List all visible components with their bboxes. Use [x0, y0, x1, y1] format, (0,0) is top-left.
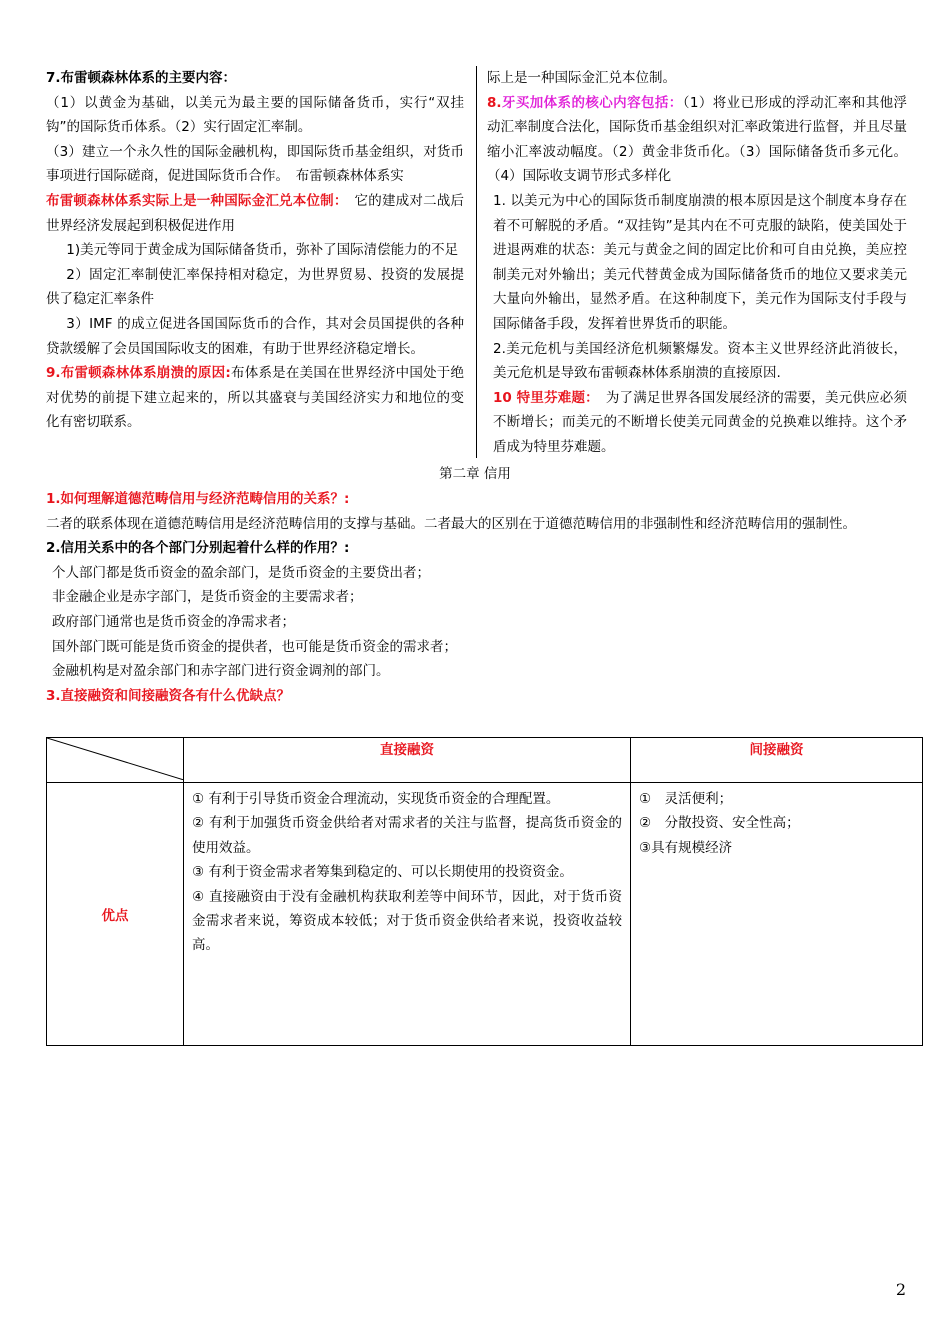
q7-paragraph-1: （1）以黄金为基础，以美元为最主要的国际储备货币，实行“双挂钩”的国际货币体系。（2）实行固定汇率制。: [46, 94, 464, 136]
direct-advantage-item: ② 有利于加强货币资金供给者对需求者的关注与监督，提高货币资金的使用效益。: [192, 815, 622, 856]
ch2-a2-item: 国外部门既可能是货币资金的提供者，也可能是货币资金的需求者；: [52, 638, 457, 655]
column-divider: [476, 66, 477, 458]
direct-advantage-item: ③ 有利于资金需求者筹集到稳定的、可以长期使用的投资资金。: [192, 864, 573, 881]
right-column: [487, 66, 907, 460]
direct-advantage-item: ① 有利于引导货币资金合理流动，实现货币资金的合理配置。: [192, 791, 560, 807]
indirect-advantage-item: ③具有规模经济: [639, 839, 733, 856]
point-1: 1)美元等同于黄金成为国际储备货币，弥补了国际清偿能力的不足: [66, 242, 459, 259]
table-row-advantages: [47, 783, 923, 1046]
q7-title: 7.布雷顿森林体系的主要内容：: [46, 70, 237, 86]
q8-text: （1）将业已形成的浮动汇率和其他浮动汇率制度合法化，国际货币基金组织对汇率政策进行监督，并且尽量缩小汇率波动幅度。（2）黄金非货币化。（3）国际储备货币多元化。（4）国际收支调节形式多样化: [487, 94, 908, 185]
ch2-a2-item: 政府部门通常也是货币资金的净需求者；: [52, 613, 295, 630]
q8-heading: 牙买加体系的核心内容包括：: [501, 94, 683, 111]
q9-paragraph: [46, 361, 464, 435]
essence-heading: 布雷顿森林体系实际上是一种国际金汇兑本位制：: [46, 192, 341, 209]
point-3: 3）IMF 的成立促进各国国际货币的合作，其对会员国提供的各种贷款缓解了会员国国际收支的困难，有助于世界经济稳定增长。: [46, 315, 464, 357]
point-2: 2）固定汇率制使汇率保持相对稳定，为世界贸易、投资的发展提供了稳定汇率条件: [46, 266, 464, 308]
diagonal-line: [47, 738, 184, 780]
direct-advantage-item: ④ 直接融资由于没有金融机构获取利差等中间环节，因此，对于货币资金需求者来说，筹资成本较低；对于货币资金供给者来说，投资收益较高。: [192, 888, 622, 954]
ch2-a2-item: 非金融企业是赤字部门，是货币资金的主要需求者；: [52, 589, 363, 606]
direct-advantages-cell: [184, 783, 631, 1046]
ch2-q2: 2.信用关系中的各个部门分别起着什么样的作用？:: [46, 540, 350, 557]
ch2-a2-item: 个人部门都是货币资金的盈余部门，是货币资金的主要贷出者；: [52, 564, 430, 581]
indirect-advantage-item: ① 灵活便利；: [639, 791, 733, 807]
ch2-q1: 1.如何理解道德范畴信用与经济范畴信用的关系？:: [46, 491, 350, 507]
q8-paragraph: [487, 91, 907, 189]
indirect-advantage-item: ② 分散投资、安全性高；: [639, 815, 800, 832]
chapter-2-section: [46, 487, 916, 708]
q10-heading: 10 特里芬难题：: [493, 389, 593, 406]
left-column: [46, 66, 464, 435]
q10-paragraph: [487, 386, 907, 460]
chapter-title: 第二章 信用: [439, 466, 511, 482]
q8-number: 8.: [487, 94, 502, 111]
reason-1: 1. 以美元为中心的国际货币制度崩溃的根本原因是这个制度本身存在着不可解脱的矛盾。“双挂钩”是其内在不可克服的缺陷，使美国处于进退两难的状态：美元与黄金之间的固定比价和可自由兑换，美应控制美元对外输出；美元代替黄金成为国际储备货币的地位又要求美元大量向外输出，显然矛盾。在这种制度下，美元作为国际支付手段与国际储备手段，发挥着世界货币的职能。: [493, 192, 907, 332]
row-label-advantages: 优点: [47, 783, 184, 1046]
table-header-row: [47, 738, 923, 783]
reason-2: 2.美元危机与美国经济危机频繁爆发。资本主义世界经济此消彼长，美元危机是导致布雷顿森林体系崩溃的直接原因.: [493, 340, 907, 382]
q9-heading: 9.布雷顿森林体系崩溃的原因:: [46, 365, 231, 382]
q7-paragraph-2: （3）建立一个永久性的国际金融机构，即国际货币基金组织，对货币事项进行国际磋商，促进国际货币合作。 布雷顿森林体系实: [46, 143, 464, 185]
financing-comparison-table: [46, 737, 923, 1046]
indirect-financing-header: 间接融资: [631, 738, 923, 783]
ch2-a2-item: 金融机构是对盈余部门和赤字部门进行资金调剂的部门。: [52, 663, 390, 680]
q10-text: 为了满足世界各国发展经济的需要，美元供应必须不断增长；而美元的不断增长使美元同黄金的兑换难以维持。这个矛盾成为特里芬难题。: [493, 389, 907, 455]
ch2-a1: 二者的联系体现在道德范畴信用是经济范畴信用的支撑与基础。二者最大的区别在于道德范畴信用的非强制性和经济范畴信用的强制性。: [46, 515, 856, 532]
essence-text: 它的建成对二战后世界经济发展起到积极促进作用: [46, 192, 465, 234]
ch2-q3: 3.直接融资和间接融资各有什么优缺点？: [46, 687, 291, 704]
indirect-advantages-cell: [631, 783, 923, 1046]
page-number: 2: [895, 1280, 906, 1299]
diagonal-header-cell: [47, 738, 184, 783]
direct-financing-header: 直接融资: [184, 738, 631, 783]
continuation-text: 际上是一种国际金汇兑本位制。: [487, 70, 676, 86]
q9-text: 布体系是在美国在世界经济中国处于绝对优势的前提下建立起来的，所以其盛衰与美国经济实力和地位的变化有密切联系。: [46, 365, 465, 431]
essence-paragraph: [46, 189, 464, 238]
